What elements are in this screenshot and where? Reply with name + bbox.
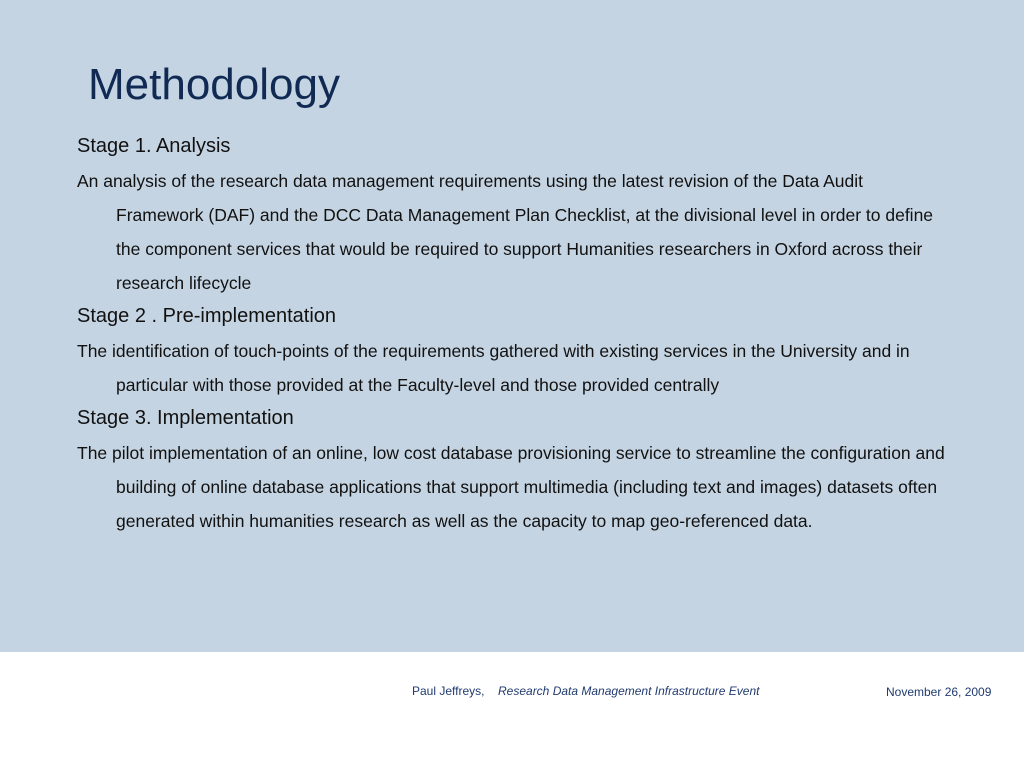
stage-1-description: An analysis of the research data management requirements using the latest revision of the Data Audit Framework (DAF) and the DCC Data Management Plan Checklist, at the divisional level in order to define the component services that would be required to support Humanities researchers in Oxford across their research lifecycle <box>77 171 934 293</box>
stage-2-heading: Stage 2 . Pre-implementation <box>77 305 337 327</box>
stage-1-heading: Stage 1. Analysis <box>77 135 231 157</box>
footer-author: Paul Jeffreys, <box>412 684 485 698</box>
stage-2 <box>77 300 952 402</box>
stage-3 <box>77 402 952 538</box>
stage-2-description: The identification of touch-points of the requirements gathered with existing services in the University and in particular with those provided at the Faculty-level and those provided centrally <box>77 341 910 395</box>
stages-list <box>77 130 952 538</box>
footer-date: November 26, 2009 <box>886 685 992 699</box>
slide-title: Methodology <box>88 60 340 109</box>
footer-event-name: Research Data Management Infrastructure Event <box>498 684 760 698</box>
stage-3-description: The pilot implementation of an online, low cost database provisioning service to streamline the configuration and building of online database applications that support multimedia (including text and images) datasets often generated within humanities research as well as the capacity to map geo-referenced data. <box>77 443 945 531</box>
stage-3-heading: Stage 3. Implementation <box>77 407 294 429</box>
stage-1 <box>77 130 952 300</box>
